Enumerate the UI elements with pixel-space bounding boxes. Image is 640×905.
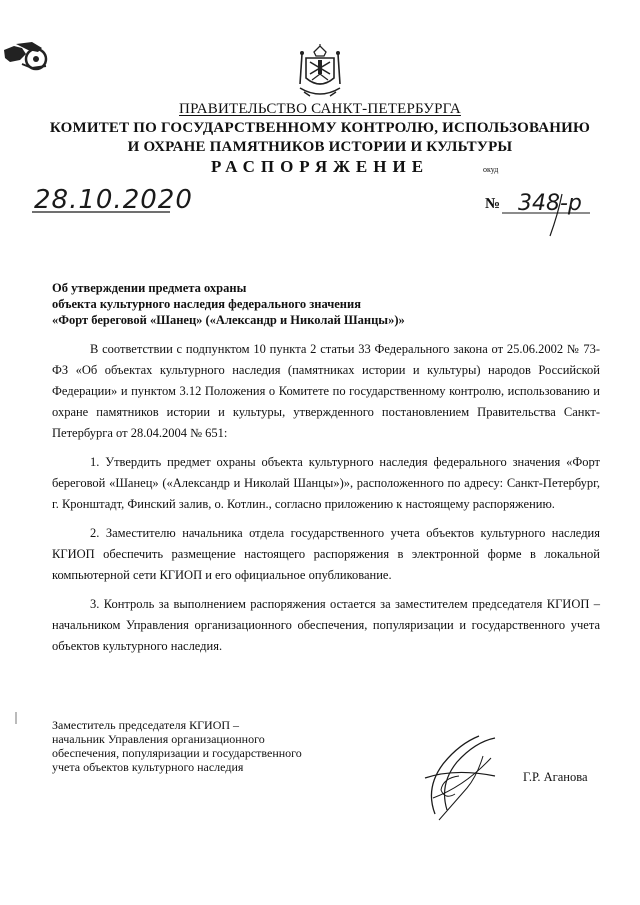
committee-name [0, 119, 640, 157]
document-type: РАСПОРЯЖЕНИЕ [210, 157, 430, 176]
item-1-paragraph: 1. Утвердить предмет охраны объекта культурного наследия федерального значения «Форт береговой «Шанец» («Александр и Николай Шанцы»)», расположенного по адресу: Санкт-Петербург, г. Кронштадт, Финский залив, о. Котлин., согласно приложению к настоящему распоряжению. [52, 455, 600, 511]
committee-line-2: И ОХРАНЕ ПАМЯТНИКОВ ИСТОРИИ И КУЛЬТУРЫ [127, 139, 513, 155]
date-value: 28.10.2020 [34, 185, 193, 215]
document-title [52, 280, 472, 328]
document-body [52, 339, 600, 665]
position-line-2: начальник Управления организационного [52, 732, 265, 746]
position-line-4: учета объектов культурного наследия [52, 760, 244, 774]
signatory-position [52, 718, 352, 774]
handwritten-signature [395, 728, 510, 828]
signatory-name: Г.Р. Аганова [523, 770, 588, 784]
coat-of-arms-icon [296, 44, 344, 102]
position-line-3: обеспечения, популяризации и государственного [52, 746, 302, 760]
government-name: ПРАВИТЕЛЬСТВО САНКТ-ПЕТЕРБУРГА [179, 101, 461, 117]
handwritten-number [500, 180, 600, 238]
okud-label: окуд [483, 165, 499, 174]
registration-stamp-icon [2, 40, 50, 70]
committee-line-1: КОМИТЕТ ПО ГОСУДАРСТВЕННОМУ КОНТРОЛЮ, ИСПОЛЬЗОВАНИЮ [49, 120, 591, 136]
number-value: 348-р [518, 191, 582, 216]
preamble-paragraph: В соответствии с подпунктом 10 пункта 2 статьи 33 Федерального закона от 25.06.2002 № 73-ФЗ «Об объектах культурного наследия (памятниках истории и культуры) народов Российской Федерации» и пунктом 3.12 Положения о Комитете по государственному контролю, использованию и охране памятников истории и культуры, утвержденного постановлением Правительства Санкт-Петербурга от 28.04.2004 № 651: [52, 342, 600, 440]
item-3-paragraph: 3. Контроль за выполнением распоряжения остается за заместителем председателя КГИОП – начальником Управления организационного обеспечения, популяризации и государственного учета объектов культурного наследия. [52, 597, 600, 653]
position-line-1: Заместитель председателя КГИОП – [52, 718, 240, 732]
item-2-paragraph: 2. Заместителю начальника отдела государственного учета объектов культурного наследия КГИОП обеспечить размещение настоящего распоряжения в электронной форме в локальной компьютерной сети КГИОП и его официальное опубликование. [52, 526, 600, 582]
handwritten-date [30, 182, 193, 216]
title-line-2: объекта культурного наследия федерального значения [52, 297, 361, 311]
title-line-1: Об утверждении предмета охраны [52, 281, 247, 295]
number-label: № [485, 196, 501, 212]
title-line-3: «Форт береговой «Шанец» («Александр и Николай Шанцы»)» [52, 313, 405, 327]
margin-mark [15, 712, 17, 724]
